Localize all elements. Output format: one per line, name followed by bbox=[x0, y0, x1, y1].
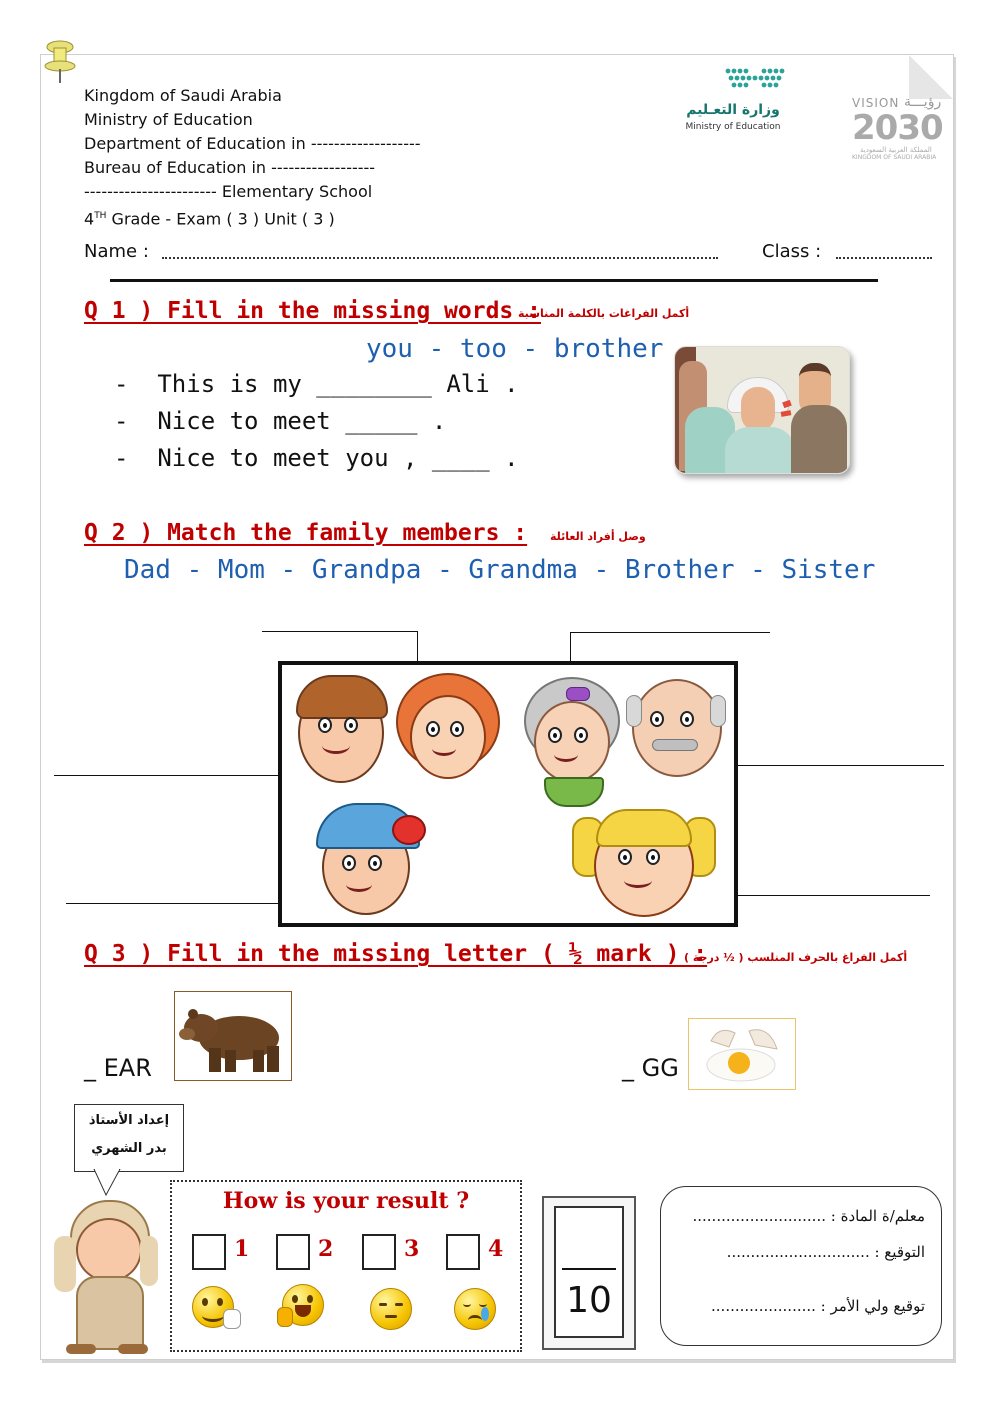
q1-arabic: أكمل الفراغات بالكلمة المناسبة bbox=[518, 307, 690, 320]
header-line-1: Kingdom of Saudi Arabia bbox=[84, 86, 282, 105]
mom-face bbox=[410, 695, 486, 779]
author-line-2: بدر الشهري bbox=[91, 1141, 167, 1156]
result-choice-2-label: 2 bbox=[318, 1236, 334, 1262]
bubble-tail bbox=[92, 1169, 122, 1197]
clapping-emoji-icon bbox=[282, 1284, 324, 1326]
header-line-4: Bureau of Education in ------------------ bbox=[84, 158, 376, 177]
result-choice-2-box[interactable] bbox=[276, 1234, 310, 1270]
q1-title: Q 1 ) Fill in the missing words : bbox=[84, 298, 541, 324]
ministry-english: Ministry of Education bbox=[685, 122, 781, 132]
signature-panel bbox=[660, 1186, 942, 1346]
score-total: 10 bbox=[566, 1280, 612, 1321]
score-box bbox=[542, 1196, 636, 1350]
result-panel bbox=[170, 1180, 522, 1352]
result-choice-4-label: 4 bbox=[488, 1236, 504, 1262]
q1-word-bank: you - too - brother bbox=[366, 334, 664, 364]
grandpa-face bbox=[632, 679, 722, 777]
pushpin-icon bbox=[42, 38, 78, 84]
header-line-5: ----------------------- Elementary School bbox=[84, 182, 373, 201]
grade-number: 4 bbox=[84, 209, 95, 229]
q2-arabic: وصل أفراد العائلة bbox=[550, 530, 646, 543]
q1-sentence-1: - This is my ________ Ali . bbox=[114, 370, 519, 398]
header-line-3: Department of Education in ------------------- bbox=[84, 134, 421, 153]
result-choice-3-label: 3 bbox=[404, 1236, 420, 1262]
q3-item-egg-text: _ GG bbox=[622, 1054, 679, 1082]
vision-sub-english: KINGDOM OF SAUDI ARABIA bbox=[852, 154, 937, 161]
vision-sub-arabic: المملكة العربية السعودية bbox=[860, 146, 932, 154]
vision-arabic: رؤيـــة bbox=[904, 94, 942, 110]
result-choice-1-box[interactable] bbox=[192, 1234, 226, 1270]
thumbs-up-emoji-icon bbox=[192, 1286, 234, 1328]
result-choice-3-box[interactable] bbox=[362, 1234, 396, 1270]
q2-word-bank: Dad - Mom - Grandpa - Grandma - Brother - Sister bbox=[124, 555, 876, 585]
vision-year: 2030 bbox=[852, 108, 943, 148]
q3-item-bear-text: _ EAR bbox=[84, 1054, 152, 1082]
egg-icon bbox=[689, 1019, 795, 1089]
score-fraction-line bbox=[562, 1268, 616, 1270]
class-label: Class : bbox=[762, 241, 822, 262]
grade-line bbox=[84, 204, 421, 231]
grandma-scarf bbox=[544, 777, 604, 807]
grade-superscript: TH bbox=[94, 211, 107, 221]
class-field[interactable] bbox=[836, 257, 932, 259]
bear-icon bbox=[175, 992, 291, 1080]
name-label: Name : bbox=[84, 241, 149, 262]
vision-label: VISION bbox=[852, 96, 900, 110]
page-fold bbox=[909, 55, 953, 99]
boy-mascot-picture bbox=[48, 1196, 168, 1358]
result-title: How is your result ? bbox=[222, 1188, 470, 1214]
teacher-signature-line[interactable]: معلم/ة المادة : ............................ bbox=[692, 1207, 925, 1225]
name-field[interactable] bbox=[162, 257, 718, 259]
answer-line-grandma[interactable] bbox=[570, 632, 770, 633]
vision-2030-logo bbox=[852, 94, 948, 164]
answer-line-mom[interactable] bbox=[262, 631, 418, 632]
q1-sentence-2: - Nice to meet _____ . bbox=[114, 407, 447, 435]
grade-text: Grade - Exam ( 3 ) Unit ( 3 ) bbox=[106, 209, 335, 229]
egg-picture bbox=[688, 1018, 796, 1090]
signature-line[interactable]: التوقيع : .............................. bbox=[726, 1243, 925, 1261]
header-divider bbox=[110, 279, 878, 282]
grandma-bow-icon bbox=[566, 687, 590, 701]
author-bubble bbox=[74, 1104, 184, 1172]
school-header bbox=[84, 84, 421, 231]
q1-sentence-3: - Nice to meet you , ____ . bbox=[114, 444, 519, 472]
parent-signature-line[interactable]: توقيع ولي الأمر : ...................... bbox=[711, 1297, 925, 1315]
grandma-face bbox=[534, 701, 610, 783]
author-line-1: إعداد الأستاذ bbox=[88, 1113, 170, 1128]
answer-line-dad[interactable] bbox=[54, 775, 316, 776]
bear-picture bbox=[174, 991, 292, 1081]
score-obtained-field[interactable] bbox=[562, 1218, 616, 1262]
family-picture bbox=[278, 661, 738, 927]
crying-emoji-icon bbox=[454, 1288, 496, 1330]
ministry-arabic: وزارة التعـليم bbox=[686, 102, 780, 118]
q3-arabic: أكمل الفراغ بالحرف المنلسب ( ½ درجة ) bbox=[684, 951, 908, 964]
q2-title: Q 2 ) Match the family members : bbox=[84, 520, 528, 546]
q3-title: Q 3 ) Fill in the missing letter ( ½ mark ) : bbox=[84, 941, 708, 967]
result-choice-1-label: 1 bbox=[234, 1236, 250, 1262]
introduction-picture bbox=[674, 346, 850, 474]
pensive-emoji-icon bbox=[370, 1288, 412, 1330]
result-choice-4-box[interactable] bbox=[446, 1234, 480, 1270]
ministry-dots-icon bbox=[725, 68, 785, 94]
ministry-logo bbox=[683, 68, 783, 138]
answer-line-grandpa[interactable] bbox=[712, 765, 944, 766]
header-line-2: Ministry of Education bbox=[84, 110, 253, 129]
